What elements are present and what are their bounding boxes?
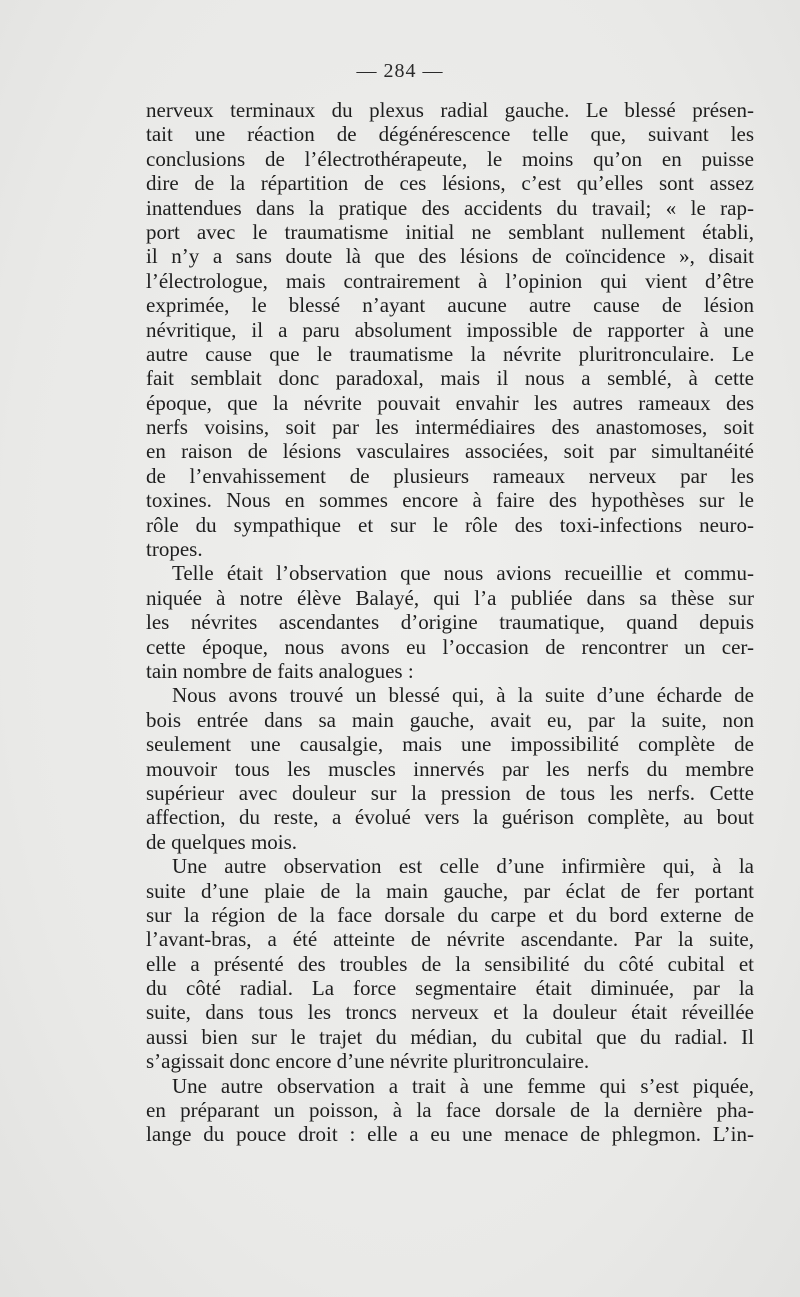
text-line: sur la région de la face dorsale du carpe et du bord externe de (146, 902, 754, 927)
text-line: l’avant-bras, a été atteinte de névrite ascendante. Par la suite, (146, 927, 754, 952)
text-line: port avec le traumatisme initial ne semblant nullement établi, (146, 219, 754, 244)
body-text (146, 98, 754, 1147)
text-line: l’électrologue, mais contrairement à l’opinion qui vient d’être (146, 268, 754, 293)
text-line: névritique, il a paru absolument impossible de rapporter à une (146, 317, 754, 342)
text-line: fait semblait donc paradoxal, mais il nous a semblé, à cette (146, 366, 754, 391)
text-line: en raison de lésions vasculaires associées, soit par simultanéité (146, 439, 754, 464)
text-line: les névrites ascendantes d’origine traumatique, quand depuis (146, 610, 754, 635)
text-line: dire de la répartition de ces lésions, c’est qu’elles sont assez (146, 171, 754, 196)
text-line: seulement une causalgie, mais une impossibilité complète de (146, 732, 754, 757)
text-line: affection, du reste, a évolué vers la guérison complète, au bout (146, 805, 754, 830)
text-line: nerfs voisins, soit par les intermédiaires des anastomoses, soit (146, 415, 754, 440)
text-line: aussi bien sur le trajet du médian, du cubital que du radial. Il (146, 1024, 754, 1049)
text-line: supérieur avec douleur sur la pression de tous les nerfs. Cette (146, 780, 754, 805)
text-line: tropes. (146, 537, 203, 562)
text-line: de l’envahissement de plusieurs rameaux nerveux par les (146, 463, 754, 488)
text-line: en préparant un poisson, à la face dorsale de la dernière pha- (146, 1098, 754, 1123)
text-line: conclusions de l’électrothérapeute, le moins qu’on en puisse (146, 146, 754, 171)
text-line: tait une réaction de dégénérescence telle que, suivant les (146, 122, 754, 147)
text-line: s’agissait donc encore d’une névrite pluritronculaire. (146, 1049, 590, 1074)
text-line: de quelques mois. (146, 829, 298, 854)
text-line: lange du pouce droit : elle a eu une menace de phlegmon. L’in- (146, 1122, 754, 1147)
text-line: tain nombre de faits analogues : (146, 658, 414, 683)
text-line: rôle du sympathique et sur le rôle des toxi-infections neuro- (146, 512, 754, 537)
page-number: — 284 — (356, 60, 444, 82)
text-line: inattendues dans la pratique des accidents du travail; « le rap- (146, 195, 754, 220)
text-line: il n’y a sans doute là que des lésions de coïncidence », disait (146, 244, 754, 269)
text-line: Une autre observation est celle d’une infirmière qui, à la (172, 854, 754, 879)
text-line: suite, dans tous les troncs nerveux et la douleur était réveillée (146, 1000, 754, 1025)
text-line: elle a présenté des troubles de la sensibilité du côté cubital et (146, 951, 754, 976)
text-line: toxines. Nous en sommes encore à faire des hypothèses sur le (146, 488, 754, 513)
text-line: nerveux terminaux du plexus radial gauche. Le blessé présen- (146, 98, 754, 122)
text-line: du côté radial. La force segmentaire était diminuée, par la (146, 976, 754, 1001)
text-line: Une autre observation a trait à une femme qui s’est piquée, (172, 1073, 754, 1098)
text-line: bois entrée dans sa main gauche, avait eu, par la suite, non (146, 707, 754, 732)
text-line: exprimée, le blessé n’ayant aucune autre cause de lésion (146, 293, 754, 318)
text-line: autre cause que le traumatisme la névrite pluritronculaire. Le (146, 341, 754, 366)
text-line: époque, que la névrite pouvait envahir les autres rameaux des (146, 390, 754, 415)
text-line: Nous avons trouvé un blessé qui, à la suite d’une écharde de (172, 683, 754, 708)
text-line: cette époque, nous avons eu l’occasion de rencontrer un cer- (146, 634, 754, 659)
text-line: Telle était l’observation que nous avions recueillie et commu- (172, 561, 754, 586)
text-line: suite d’une plaie de la main gauche, par éclat de fer portant (146, 878, 754, 903)
text-line: niquée à notre élève Balayé, qui l’a publiée dans sa thèse sur (146, 585, 754, 610)
text-line: mouvoir tous les muscles innervés par les nerfs du membre (146, 756, 754, 781)
